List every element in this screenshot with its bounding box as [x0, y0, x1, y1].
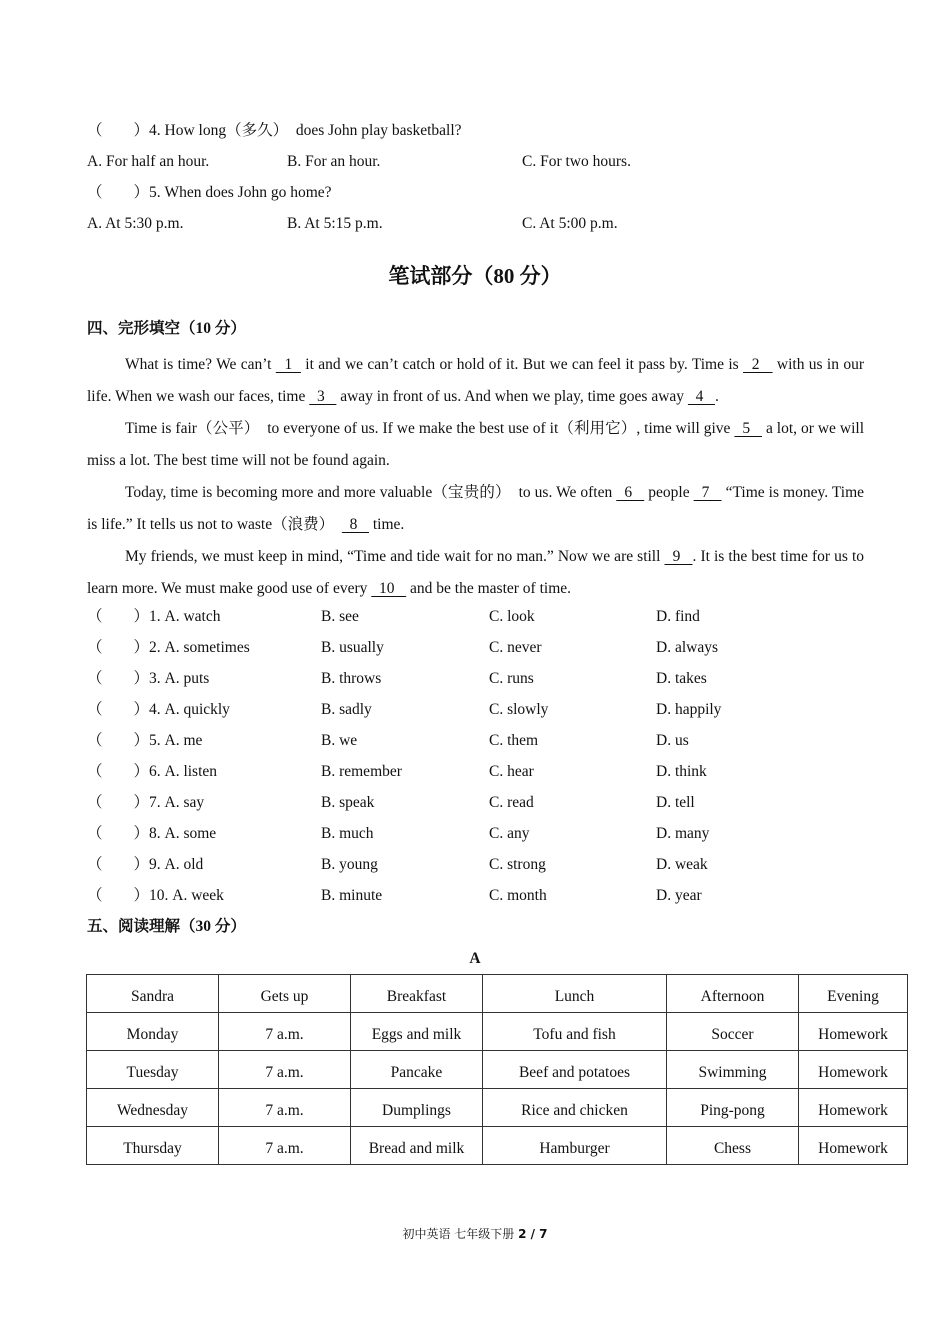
- table-cell: Homework: [799, 1013, 908, 1051]
- option-row-5-b[interactable]: B. we: [321, 732, 358, 749]
- text: with us in our life. When we wash our faces, time: [87, 356, 865, 405]
- question-5-option-c[interactable]: C. At 5:00 p.m.: [522, 215, 618, 232]
- table-header-row: [87, 975, 908, 1013]
- option-row-6-d[interactable]: D. think: [656, 763, 707, 780]
- table-header-cell: Lunch: [483, 975, 667, 1013]
- option-row-2-d[interactable]: D. always: [656, 639, 718, 656]
- question-4-option-a[interactable]: A. For half an hour.: [87, 153, 210, 170]
- written-part-title: 笔试部分（80 分）: [388, 264, 562, 288]
- page-number: 2 / 7: [518, 1227, 548, 1241]
- page-footer: [0, 1224, 950, 1244]
- text: people: [644, 484, 694, 501]
- blank-1[interactable]: 1: [275, 356, 301, 373]
- table-cell: 7 a.m.: [219, 1089, 351, 1127]
- option-row-9-b[interactable]: B. young: [321, 856, 378, 873]
- option-row-1-d[interactable]: D. find: [656, 608, 700, 625]
- reading-heading: 五、阅读理解（30 分）: [87, 918, 246, 935]
- text: time.: [368, 516, 405, 533]
- table-header-cell: Afternoon: [667, 975, 799, 1013]
- text: What is time? We can’t: [125, 356, 276, 373]
- table-cell: Tofu and fish: [483, 1013, 667, 1051]
- question-5-option-b[interactable]: B. At 5:15 p.m.: [287, 215, 383, 232]
- blank-9[interactable]: 9: [664, 548, 693, 565]
- option-row-1-c[interactable]: C. look: [489, 608, 535, 625]
- table-cell: Ping-pong: [667, 1089, 799, 1127]
- table-cell: 7 a.m.: [219, 1051, 351, 1089]
- option-row-7-b[interactable]: B. speak: [321, 794, 375, 811]
- table-cell: Soccer: [667, 1013, 799, 1051]
- footer-text: 初中英语 七年级下册: [402, 1227, 519, 1241]
- table-cell: Rice and chicken: [483, 1089, 667, 1127]
- table-row: [87, 1127, 908, 1165]
- table-cell: Homework: [799, 1051, 908, 1089]
- table-cell: Chess: [667, 1127, 799, 1165]
- text: My friends, we must keep in mind, “Time and tide wait for no man.” Now we are still: [125, 548, 665, 565]
- option-row-5-c[interactable]: C. them: [489, 732, 539, 749]
- schedule-table: [86, 974, 908, 1165]
- option-row-3-a[interactable]: （ ）3. A. puts: [87, 670, 210, 687]
- text: Time is fair（公平） to everyone of us. If we make the best use of it（利用它）, time will give: [125, 420, 735, 437]
- option-row-3-c[interactable]: C. runs: [489, 670, 534, 687]
- option-row-2-c[interactable]: C. never: [489, 639, 542, 656]
- option-row-3-d[interactable]: D. takes: [656, 670, 707, 687]
- option-row-8-a[interactable]: （ ）8. A. some: [87, 825, 217, 842]
- blank-4[interactable]: 4: [687, 388, 716, 405]
- table-cell: Wednesday: [87, 1089, 219, 1127]
- table-row: [87, 1051, 908, 1089]
- table-row: [87, 1013, 908, 1051]
- blank-7[interactable]: 7: [693, 484, 722, 501]
- option-row-6-c[interactable]: C. hear: [489, 763, 534, 780]
- table-cell: Bread and milk: [351, 1127, 483, 1165]
- option-row-3-b[interactable]: B. throws: [321, 670, 382, 687]
- option-row-6-b[interactable]: B. remember: [321, 763, 402, 780]
- table-cell: Monday: [87, 1013, 219, 1051]
- table-cell: Pancake: [351, 1051, 483, 1089]
- blank-5[interactable]: 5: [734, 420, 762, 437]
- cloze-paragraph-4: [87, 541, 864, 605]
- blank-8[interactable]: 8: [341, 516, 369, 533]
- table-cell: Eggs and milk: [351, 1013, 483, 1051]
- option-row-4-c[interactable]: C. slowly: [489, 701, 549, 718]
- table-cell: Beef and potatoes: [483, 1051, 667, 1089]
- table-cell: Tuesday: [87, 1051, 219, 1089]
- option-row-8-c[interactable]: C. any: [489, 825, 530, 842]
- blank-6[interactable]: 6: [616, 484, 645, 501]
- cloze-heading: 四、完形填空（10 分）: [87, 320, 246, 337]
- option-row-2-b[interactable]: B. usually: [321, 639, 384, 656]
- text: it and we can’t catch or hold of it. But we can feel it pass by. Time is: [300, 356, 744, 373]
- table-header-cell: Gets up: [219, 975, 351, 1013]
- text: . It is the best time for us to learn more. We must make good use of every: [87, 548, 865, 597]
- option-row-7-c[interactable]: C. read: [489, 794, 534, 811]
- question-4-stem: （ ）4. How long（多久） does John play basketball?: [87, 122, 462, 139]
- option-row-4-d[interactable]: D. happily: [656, 701, 722, 718]
- option-row-7-d[interactable]: D. tell: [656, 794, 695, 811]
- table-cell: Thursday: [87, 1127, 219, 1165]
- option-row-10-a[interactable]: （ ）10. A. week: [87, 887, 224, 904]
- option-row-9-d[interactable]: D. weak: [656, 856, 708, 873]
- passage-label: A: [469, 950, 481, 967]
- cloze-passage: [87, 349, 864, 605]
- question-5-option-a[interactable]: A. At 5:30 p.m.: [87, 215, 184, 232]
- option-row-4-a[interactable]: （ ）4. A. quickly: [87, 701, 230, 718]
- option-row-2-a[interactable]: （ ）2. A. sometimes: [87, 639, 250, 656]
- question-4-option-b[interactable]: B. For an hour.: [287, 153, 381, 170]
- question-4-option-c[interactable]: C. For two hours.: [522, 153, 631, 170]
- option-row-8-b[interactable]: B. much: [321, 825, 374, 842]
- table-cell: Dumplings: [351, 1089, 483, 1127]
- option-row-9-c[interactable]: C. strong: [489, 856, 546, 873]
- text: “Time is money. Time is life.” It tells us not to waste（浪费）: [87, 484, 865, 533]
- text: and be the master of time.: [406, 580, 572, 597]
- option-row-5-a[interactable]: （ ）5. A. me: [87, 732, 203, 749]
- option-row-7-a[interactable]: （ ）7. A. say: [87, 794, 205, 811]
- table-header-cell: Evening: [799, 975, 908, 1013]
- option-row-10-b[interactable]: B. minute: [321, 887, 383, 904]
- blank-10[interactable]: 10: [371, 580, 407, 597]
- table-header-cell: Breakfast: [351, 975, 483, 1013]
- question-5-stem: （ ）5. When does John go home?: [87, 184, 332, 201]
- text: Today, time is becoming more and more valuable（宝贵的） to us. We often: [125, 484, 617, 501]
- option-row-6-a[interactable]: （ ）6. A. listen: [87, 763, 218, 780]
- blank-3[interactable]: 3: [309, 388, 337, 405]
- table-cell: Homework: [799, 1127, 908, 1165]
- table-cell: Homework: [799, 1089, 908, 1127]
- table-cell: 7 a.m.: [219, 1127, 351, 1165]
- option-row-10-d[interactable]: D. year: [656, 887, 702, 904]
- option-row-4-b[interactable]: B. sadly: [321, 701, 372, 718]
- table-row: [87, 1089, 908, 1127]
- cloze-paragraph-3: [87, 477, 864, 541]
- option-row-5-d[interactable]: D. us: [656, 732, 689, 749]
- text: away in front of us. And when we play, time goes away: [336, 388, 688, 405]
- option-row-1-b[interactable]: B. see: [321, 608, 359, 625]
- option-row-8-d[interactable]: D. many: [656, 825, 710, 842]
- table-cell: Hamburger: [483, 1127, 667, 1165]
- option-row-9-a[interactable]: （ ）9. A. old: [87, 856, 204, 873]
- option-row-10-c[interactable]: C. month: [489, 887, 547, 904]
- table-header-cell: Sandra: [87, 975, 219, 1013]
- table-cell: Swimming: [667, 1051, 799, 1089]
- cloze-paragraph-1: [87, 349, 864, 413]
- table-cell: 7 a.m.: [219, 1013, 351, 1051]
- text: .: [715, 388, 719, 405]
- text: a lot, or we will miss a lot. The best time will not be found again.: [87, 420, 865, 469]
- blank-2[interactable]: 2: [743, 356, 773, 373]
- option-row-1-a[interactable]: （ ）1. A. watch: [87, 608, 221, 625]
- cloze-paragraph-2: [87, 413, 864, 477]
